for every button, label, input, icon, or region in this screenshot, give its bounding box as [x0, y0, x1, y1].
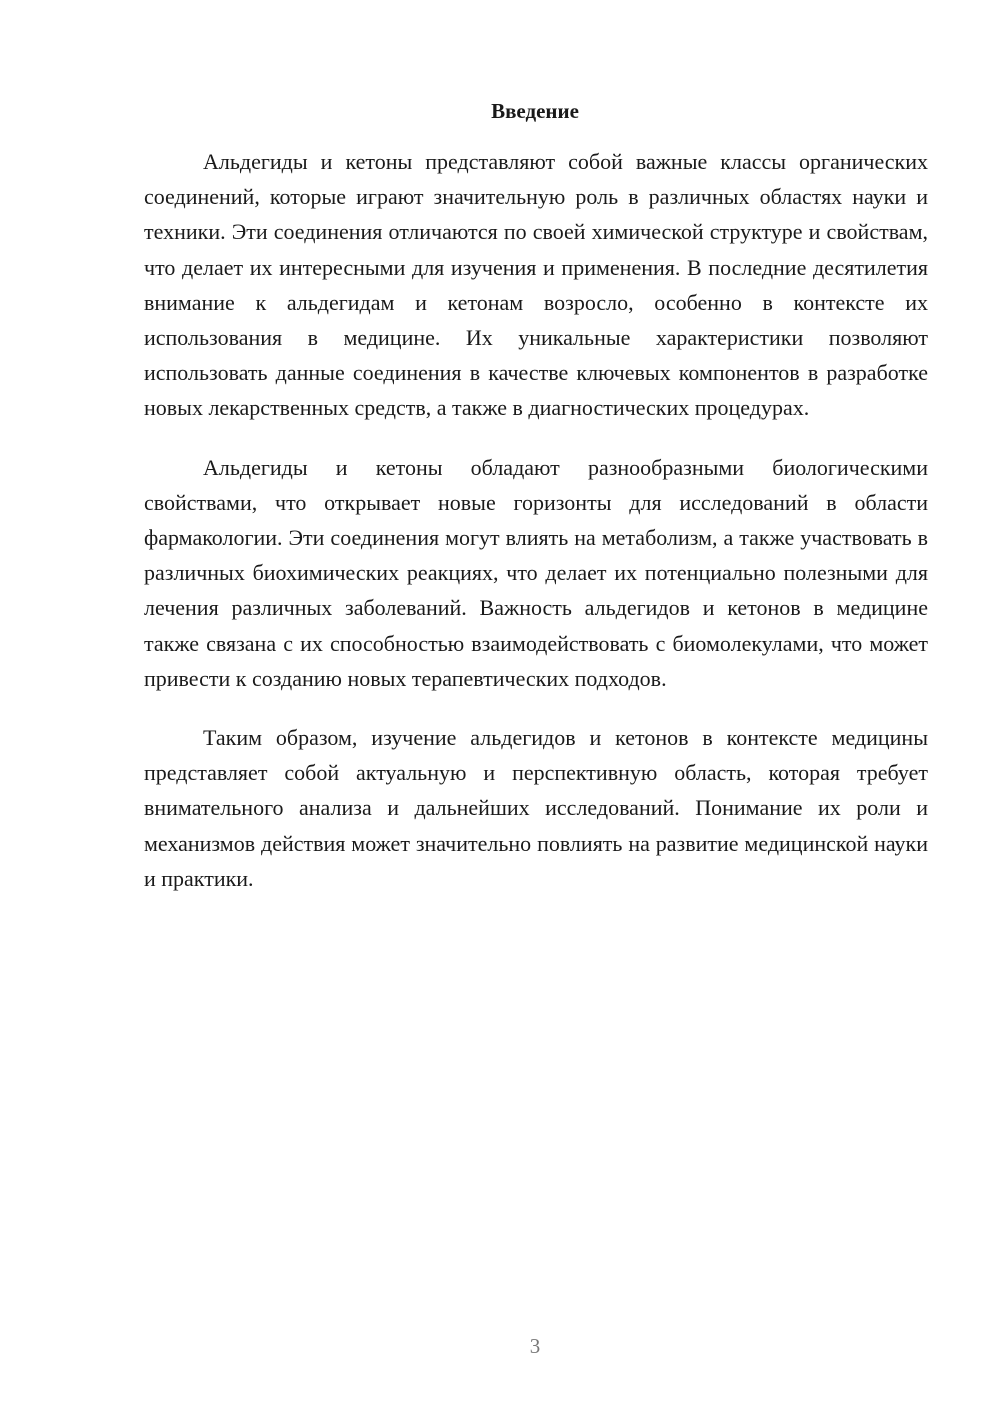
- paragraph-1: Альдегиды и кетоны представляют собой важные классы органических соединений, которые играют значительную роль в различных областях науки и техники. Эти соединения отличаются по своей химической структуре и свойствам, что делает их интересными для изучения и применения. В последние десятилетия внимание к альдегидам и кетонам возросло, особенно в контексте их использования в медицине. Их уникальные характеристики позволяют использовать данные соединения в качестве ключевых компонентов в разработке новых лекарственных средств, а также в диагностических процедурах.: [144, 149, 928, 421]
- page-number: 3: [529, 1334, 541, 1358]
- paragraph-2: Альдегиды и кетоны обладают разнообразными биологическими свойствами, что открывает новые горизонты для исследований в области фармакологии. Эти соединения могут влиять на метаболизм, а также участвовать в различных биохимических реакциях, что делает их потенциально полезными для лечения различных заболеваний. Важность альдегидов и кетонов в медицине также связана с их способностью взаимодействовать с биомолекулами, что может привести к созданию новых терапевтических подходов.: [144, 454, 928, 691]
- section-heading: Введение: [491, 99, 579, 123]
- body-text: [144, 144, 928, 920]
- paragraph-3: Таким образом, изучение альдегидов и кетонов в контексте медицины представляет собой актуальную и перспективную область, которая требует внимательного анализа и дальнейших исследований. Понимание их роли и механизмов действия может значительно повлиять на развитие медицинской науки и практики.: [144, 725, 928, 891]
